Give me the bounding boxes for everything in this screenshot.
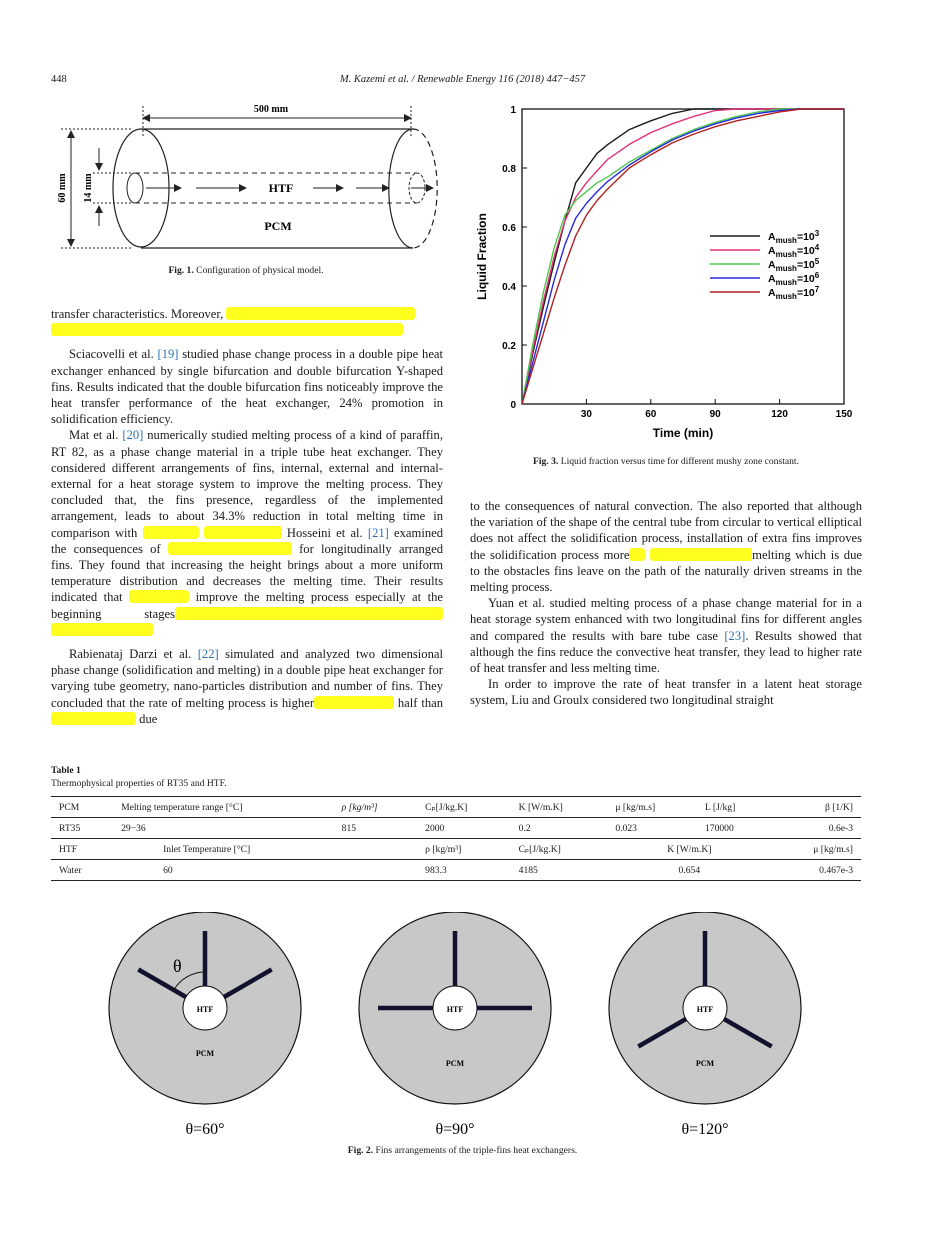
legend-entry: $A_{mush}=10^7$ xyxy=(768,285,820,301)
table-cell: 2000 xyxy=(425,822,445,834)
right-paragraph-3: In order to improve the rate of heat transfer in a latent heat storage system, Liu and Groulx considered two longitudinal straight xyxy=(470,677,862,708)
left-p3-text-d: due xyxy=(136,711,158,726)
table-cell: Water xyxy=(51,860,113,881)
table-row xyxy=(51,839,861,860)
left-p3-text-b: simulated and analyzed two dimensional phase change (solidification and melting) in a double pipe heat exchanger for varying tube geometry, nano-particles distribution and number of fins. They concluded that the rate of melting process is higher xyxy=(51,647,443,710)
table1-subtitle: Thermophysical properties of RT35 and HTF. xyxy=(51,778,227,789)
table-cell: 0.467e-3 xyxy=(771,860,861,881)
fig1-caption-text: Configuration of physical model. xyxy=(196,265,324,276)
right-p1-text-a: to the consequences of natural convection. The also reported that although the variation of the shape of the central tube from circular to vertical elliptical does not affect the solidification process, installation of extra fins improves the solidification process more xyxy=(470,499,862,562)
table-cell: PCM xyxy=(51,797,113,818)
right-column xyxy=(470,498,862,709)
y-tick-label: 0.2 xyxy=(502,341,516,352)
fig1-label-pcm: PCM xyxy=(264,219,292,233)
fig2-label-htf: HTF xyxy=(196,1005,214,1014)
right-p2-text-b: . Results showed that although the fins reduce the convective heat transfer, they lead to higher rate of heat transfer and less melting time. xyxy=(470,628,863,676)
y-axis-label: Liquid Fraction xyxy=(475,213,489,300)
x-tick-label: 90 xyxy=(709,409,721,420)
left-paragraph-1 xyxy=(51,346,443,427)
left-p0-text: transfer characteristics. Moreover, xyxy=(51,307,224,321)
fin-panel-2 xyxy=(359,912,551,1138)
left-p2-text-f: improve the melting process especially at the beginning stages xyxy=(51,590,443,621)
y-tick-label: 0.6 xyxy=(502,223,516,234)
fig3-caption xyxy=(470,456,862,467)
table-cell: 983.3 xyxy=(417,860,511,881)
left-p3-text-c: half than xyxy=(394,695,443,710)
table-cell: 0.6e-3 xyxy=(828,822,853,834)
y-tick-label: 0 xyxy=(510,400,516,411)
fig1-dim-outer: 60 mm xyxy=(57,173,68,203)
table-cell: Inlet Temperature [°C] xyxy=(113,839,417,860)
table-row xyxy=(51,818,861,839)
highlight-redaction xyxy=(650,548,752,561)
citation-22[interactable]: [22] xyxy=(197,647,219,662)
fig2-diagram xyxy=(100,912,820,1142)
table-cell: 0.654 xyxy=(607,860,771,881)
table1 xyxy=(51,796,861,881)
table-cell: μ [kg/m.s] xyxy=(607,797,697,818)
fig2-caption xyxy=(0,1145,925,1156)
left-p2-text-e: for longitudinally arranged fins. They found that increasing the height brings about a more uniform temperature distribution and decreases the melting time. Their results indicated that xyxy=(51,541,443,605)
right-p1-text-b: melting which is due to the obstacles fins leave on the path of the naturally driven streams in the melting process. xyxy=(470,547,862,595)
left-p1-text-b: studied phase change process in a double pipe heat exchanger enhanced by single bifurcation and double bifurcation Y-shaped fins. Results indicated that the double bifurcation fins noticeably improve the heat transfer performance of the heat exchanger, 24% promotion in solidification efficiency. xyxy=(51,347,443,427)
table-row xyxy=(51,797,861,818)
left-p1-text-a: Sciacovelli et al. xyxy=(69,347,158,362)
citation-21[interactable]: [21] xyxy=(367,525,389,540)
fig2-label-htf: HTF xyxy=(696,1005,714,1014)
left-p2-text-c: Hosseini et al. xyxy=(281,525,368,540)
highlight-redaction xyxy=(51,623,153,636)
fig3-caption-label: Fig. 3. xyxy=(532,456,559,467)
legend-entry: $A_{mush}=10^4$ xyxy=(768,243,820,259)
fig2-label-pcm: PCM xyxy=(195,1049,215,1058)
x-tick-label: 120 xyxy=(771,409,788,420)
citation-23[interactable]: [23] xyxy=(724,628,746,643)
x-tick-label: 30 xyxy=(580,409,592,420)
fig1-caption xyxy=(51,265,441,276)
highlight-redaction xyxy=(314,696,394,709)
left-paragraph-2 xyxy=(51,427,443,638)
fig1-diagram xyxy=(51,96,451,256)
theta-symbol: θ xyxy=(173,956,182,976)
right-paragraph-2 xyxy=(470,595,862,676)
table1-caption xyxy=(51,764,227,790)
table-row xyxy=(51,860,861,881)
table-cell: ρ [kg/m³] xyxy=(417,839,511,860)
table-cell: 815 xyxy=(341,822,357,834)
table1-title: Table 1 xyxy=(51,765,81,776)
fig2-panel-label: θ=90° xyxy=(435,1121,475,1138)
table-cell: 29−36 xyxy=(121,822,146,834)
fig2-label-pcm: PCM xyxy=(445,1059,465,1068)
table-cell: Melting temperature range [°C] xyxy=(113,797,334,818)
fig1-label-htf: HTF xyxy=(268,181,294,195)
table-cell: β [1/K] xyxy=(771,797,861,818)
fig3-chart xyxy=(470,96,862,446)
legend-entry: $A_{mush}=10^5$ xyxy=(768,257,820,273)
table-cell: K [W/m.K] xyxy=(607,839,771,860)
highlight-redaction xyxy=(51,323,403,336)
legend-entry: $A_{mush}=10^3$ xyxy=(768,229,820,245)
left-p3-text-a: Rabienataj Darzi et al. xyxy=(69,647,198,662)
y-tick-label: 0.8 xyxy=(502,164,516,175)
legend-entry: $A_{mush}=10^6$ xyxy=(768,271,820,287)
highlight-redaction xyxy=(168,542,292,555)
table-cell: ρ [kg/m³] xyxy=(334,797,418,818)
x-axis-label: Time (min) xyxy=(652,426,714,440)
citation-19[interactable]: [19] xyxy=(157,347,179,362)
fig1-dim-inner: 14 mm xyxy=(83,173,94,203)
citation-20[interactable]: [20] xyxy=(122,428,144,443)
table-cell: μ [kg/m.s] xyxy=(771,839,861,860)
x-tick-label: 150 xyxy=(835,409,853,420)
table-cell: RT35 xyxy=(59,822,81,834)
highlight-redaction xyxy=(175,607,443,620)
fig2-label-htf: HTF xyxy=(446,1005,464,1014)
fin-panel-1 xyxy=(109,912,301,1138)
highlight-redaction xyxy=(129,590,189,603)
table-cell: K [W/m.K] xyxy=(511,797,608,818)
table-cell: Cₚ[J/kg.K] xyxy=(417,797,511,818)
table-cell: 4185 xyxy=(511,860,608,881)
x-tick-label: 60 xyxy=(645,409,657,420)
y-tick-label: 1 xyxy=(510,105,516,116)
left-p2-text-d: examined the consequences of xyxy=(51,525,443,556)
table-cell: 0.023 xyxy=(615,822,637,834)
highlight-redaction xyxy=(51,712,136,725)
y-tick-label: 0.4 xyxy=(502,282,516,293)
left-paragraph-0 xyxy=(51,306,443,338)
fin-panel-3 xyxy=(609,912,801,1138)
table-cell: 0.2 xyxy=(518,822,531,834)
highlight-redaction xyxy=(143,526,199,539)
table-cell: L [J/kg] xyxy=(697,797,771,818)
left-paragraph-3 xyxy=(51,646,443,727)
left-p2-text-b: numerically studied melting process of a kind of paraffin, RT 82, as a phase change material in a triple tube heat exchanger. They considered different arrangements of fins, internal, external and internal-external for a heat storage system to improve the melting process. They concluded that, the fins presence, regardless of the implemented arrangement, leads to about 34.3% reduction in total melting time in comparison with xyxy=(51,428,444,540)
table-cell: Cₚ[J/kg.K] xyxy=(511,839,608,860)
right-p2-text-a: Yuan et al. studied melting process of a phase change material for in a heat storage system enhanced with two longitudinal fins for different angles and compared the results with bare tube case xyxy=(470,596,862,643)
left-column xyxy=(51,306,443,727)
left-p2-text-a: Mat et al. xyxy=(69,428,123,443)
right-paragraph-1 xyxy=(470,498,862,595)
table-cell: 60 xyxy=(113,860,417,881)
fig2-label-pcm: PCM xyxy=(695,1059,715,1068)
table-cell: 170000 xyxy=(704,822,734,834)
highlight-redaction xyxy=(204,526,282,539)
highlight-redaction xyxy=(629,548,645,561)
fig3-caption-text: Liquid fraction versus time for different mushy zone constant. xyxy=(560,456,799,467)
fig2-panel-label: θ=60° xyxy=(185,1121,225,1138)
page-number: 448 xyxy=(51,74,67,85)
table-cell: HTF xyxy=(51,839,113,860)
fig2-caption-label: Fig. 2. xyxy=(347,1145,374,1156)
fig1-dim-length: 500 mm xyxy=(253,104,289,115)
highlight-redaction xyxy=(226,307,415,320)
fig1-caption-label: Fig. 1. xyxy=(168,265,194,276)
running-title: M. Kazemi et al. / Renewable Energy 116 (2018) 447−457 xyxy=(339,74,586,85)
fig2-caption-text: Fins arrangements of the triple-fins heat exchangers. xyxy=(375,1145,578,1156)
fig2-panel-label: θ=120° xyxy=(681,1121,729,1138)
